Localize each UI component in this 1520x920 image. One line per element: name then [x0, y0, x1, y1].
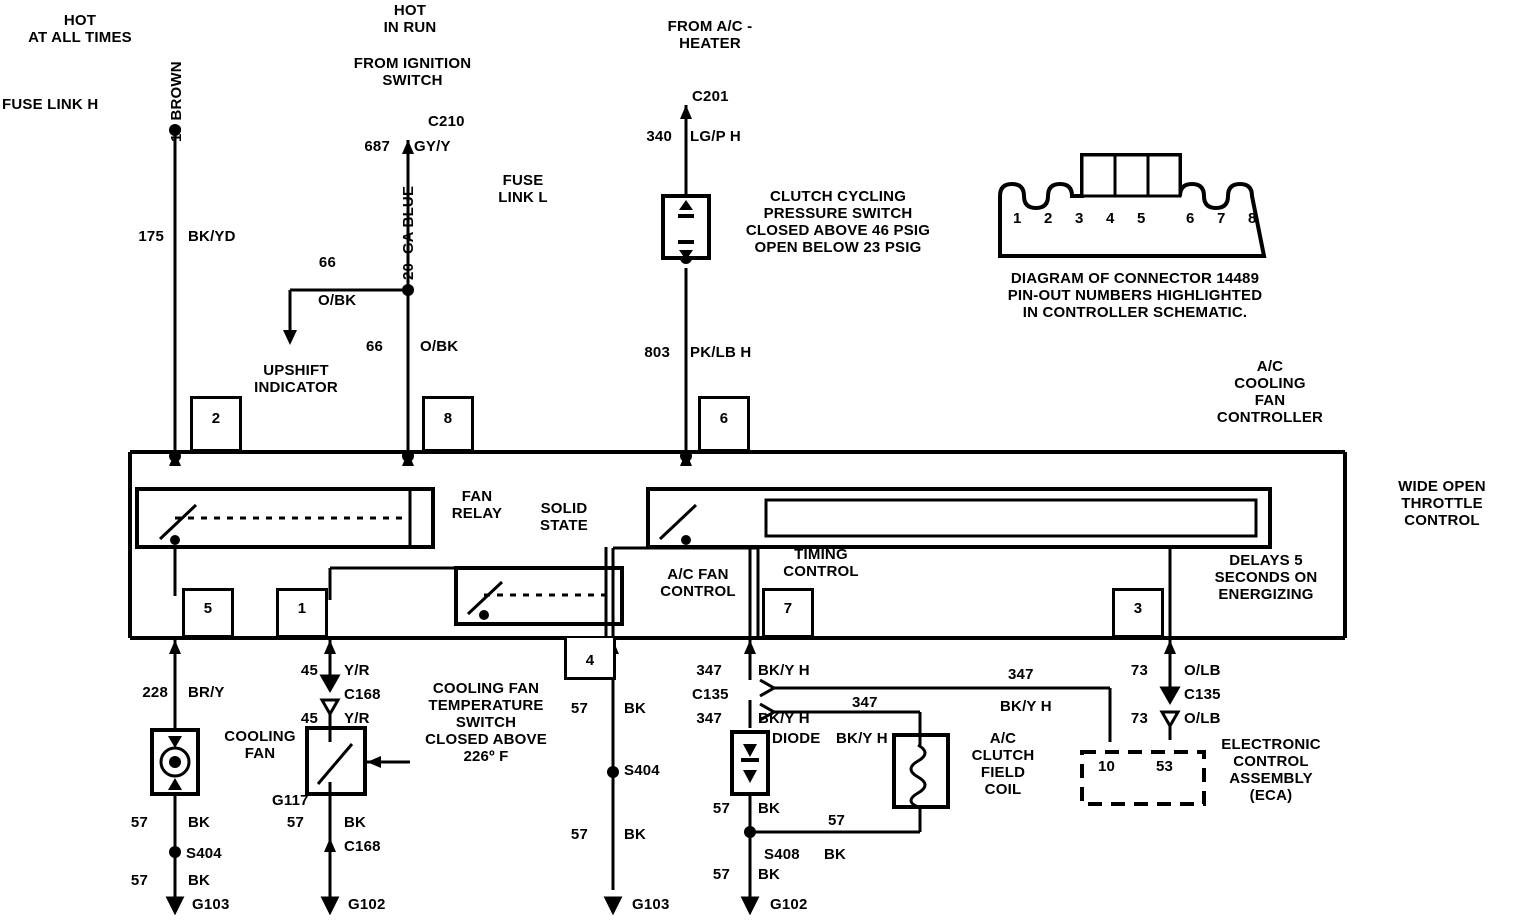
wire-57-8-number: 57 — [712, 866, 730, 883]
wire-228-color: BR/Y — [188, 684, 225, 701]
clutch-cycling-pressure-switch-label: CLUTCH CYCLING PRESSURE SWITCH CLOSED ABOVE 46 PSIG OPEN BELOW 23 PSIG — [745, 188, 931, 256]
connector-pin-5: 5 — [1137, 210, 1146, 227]
pin-label-5: 5 — [203, 600, 213, 617]
wire-803-number: 803 — [644, 344, 670, 361]
solid-state-label: SOLID STATE — [540, 500, 588, 534]
pin-label-3: 3 — [1133, 600, 1143, 617]
s404-b-label: S404 — [624, 762, 660, 779]
connector-pin-1: 1 — [1013, 210, 1022, 227]
wire-347-d-color: BK/Y H — [1000, 698, 1052, 715]
wire-66-a-color: O/BK — [318, 292, 357, 309]
wire-57-3-color: BK — [188, 872, 211, 889]
wire-57-4-number: 57 — [570, 700, 588, 717]
wire-73-b-number: 73 — [1130, 710, 1148, 727]
s408-label: S408 — [764, 846, 800, 863]
delays-label: DELAYS 5 SECONDS ON ENERGIZING — [1214, 552, 1318, 603]
g117-label: G117 — [272, 792, 309, 809]
wire-57-2-color: BK — [344, 814, 367, 831]
pin-label-7: 7 — [783, 600, 793, 617]
c168-b-label: C168 — [344, 838, 381, 855]
wire-18-brown-label: 18 BROWN — [168, 61, 185, 142]
ac-clutch-field-coil-label: A/C CLUTCH FIELD COIL — [971, 730, 1035, 798]
c135-b-label: C135 — [1184, 686, 1221, 703]
wire-687-color: GY/Y — [414, 138, 451, 155]
g102-a-label: G102 — [348, 896, 386, 913]
wire-340-number: 340 — [646, 128, 672, 145]
timing-control-label: TIMING CONTROL — [783, 546, 859, 580]
cooling-fan-label: COOLING FAN — [224, 728, 296, 762]
diode-label: DIODE — [772, 730, 821, 747]
wire-175-color: BK/YD — [188, 228, 236, 245]
wire-20-ga-blue-label: 20 GA BLUE — [400, 185, 417, 280]
fuse-link-h-label: FUSE LINK H — [2, 96, 99, 113]
wire-45-b-color: Y/R — [344, 710, 370, 727]
pin-label-4: 4 — [585, 652, 595, 669]
wire-57-6-number: 57 — [712, 800, 730, 817]
wire-228-number: 228 — [142, 684, 168, 701]
s408-color: BK — [824, 846, 847, 863]
wire-347-b-color: BK/Y H — [758, 710, 810, 727]
wire-57-8-color: BK — [758, 866, 781, 883]
wire-347-c-color: BK/Y H — [836, 730, 888, 747]
wire-347-a-color: BK/Y H — [758, 662, 810, 679]
wire-57-1-color: BK — [188, 814, 211, 831]
wire-57-1-number: 57 — [130, 814, 148, 831]
connector-pin-4: 4 — [1106, 210, 1115, 227]
wire-57-6-color: BK — [758, 800, 781, 817]
eca-label: ELECTRONIC CONTROL ASSEMBLY (ECA) — [1221, 736, 1321, 804]
upshift-indicator-label: UPSHIFT INDICATOR — [254, 362, 338, 396]
s404-a-label: S404 — [186, 845, 222, 862]
connector-pin-6: 6 — [1186, 210, 1195, 227]
c135-a-label: C135 — [692, 686, 729, 703]
c210-label: C210 — [428, 113, 465, 130]
pin-label-8: 8 — [443, 410, 453, 427]
cooling-fan-temp-switch-label: COOLING FAN TEMPERATURE SWITCH CLOSED ABOVE 226º F — [425, 680, 547, 765]
wire-66-a-number: 66 — [318, 254, 336, 271]
wire-347-d-number: 347 — [1008, 666, 1034, 683]
ac-fan-control-label: A/C FAN CONTROL — [660, 566, 736, 600]
g103-b-label: G103 — [632, 896, 670, 913]
wire-175-number: 175 — [138, 228, 164, 245]
wire-73-b-color: O/LB — [1184, 710, 1221, 727]
connector-pin-8: 8 — [1248, 210, 1257, 227]
eca-pin-10: 10 — [1098, 758, 1116, 775]
connector-pin-7: 7 — [1217, 210, 1226, 227]
wire-73-a-number: 73 — [1130, 662, 1148, 679]
wire-57-2-number: 57 — [286, 814, 304, 831]
connector-pin-2: 2 — [1044, 210, 1053, 227]
wide-open-throttle-label: WIDE OPEN THROTTLE CONTROL — [1398, 478, 1486, 529]
ac-cooling-fan-controller-label: A/C COOLING FAN CONTROLLER — [1216, 358, 1324, 426]
wire-340-color: LG/P H — [690, 128, 741, 145]
wire-45-a-number: 45 — [300, 662, 318, 679]
connector-caption: DIAGRAM OF CONNECTOR 14489 PIN-OUT NUMBERS HIGHLIGHTED IN CONTROLLER SCHEMATIC. — [1007, 270, 1263, 321]
pin-label-1: 1 — [297, 600, 307, 617]
wire-57-4-color: BK — [624, 700, 647, 717]
wire-347-b-number: 347 — [696, 710, 722, 727]
wire-687-number: 687 — [364, 138, 390, 155]
connector-pin-3: 3 — [1075, 210, 1084, 227]
eca-pin-53: 53 — [1156, 758, 1174, 775]
wire-347-c-number: 347 — [852, 694, 878, 711]
g103-a-label: G103 — [192, 896, 230, 913]
wire-45-a-color: Y/R — [344, 662, 370, 679]
from-ignition-switch-label: FROM IGNITION SWITCH — [353, 55, 472, 89]
wire-347-a-number: 347 — [696, 662, 722, 679]
c201-label: C201 — [692, 88, 729, 105]
wire-57-3-number: 57 — [130, 872, 148, 889]
hot-in-run-label: HOT IN RUN — [383, 2, 437, 36]
wire-66-b-color: O/BK — [420, 338, 459, 355]
pin-label-6: 6 — [719, 410, 729, 427]
wire-45-b-number: 45 — [300, 710, 318, 727]
hot-at-all-times-label: HOT AT ALL TIMES — [28, 12, 132, 46]
wire-73-a-color: O/LB — [1184, 662, 1221, 679]
fan-relay-label: FAN RELAY — [451, 488, 503, 522]
wire-57-7-number: 57 — [828, 812, 846, 829]
wire-57-5-color: BK — [624, 826, 647, 843]
wire-66-b-number: 66 — [366, 338, 384, 355]
fuse-link-l-label: FUSE LINK L — [498, 172, 548, 206]
g102-b-label: G102 — [770, 896, 808, 913]
from-ac-heater-label: FROM A/C - HEATER — [667, 18, 753, 52]
c168-a-label: C168 — [344, 686, 381, 703]
wire-803-color: PK/LB H — [690, 344, 752, 361]
pin-label-2: 2 — [211, 410, 221, 427]
wire-57-5-number: 57 — [570, 826, 588, 843]
